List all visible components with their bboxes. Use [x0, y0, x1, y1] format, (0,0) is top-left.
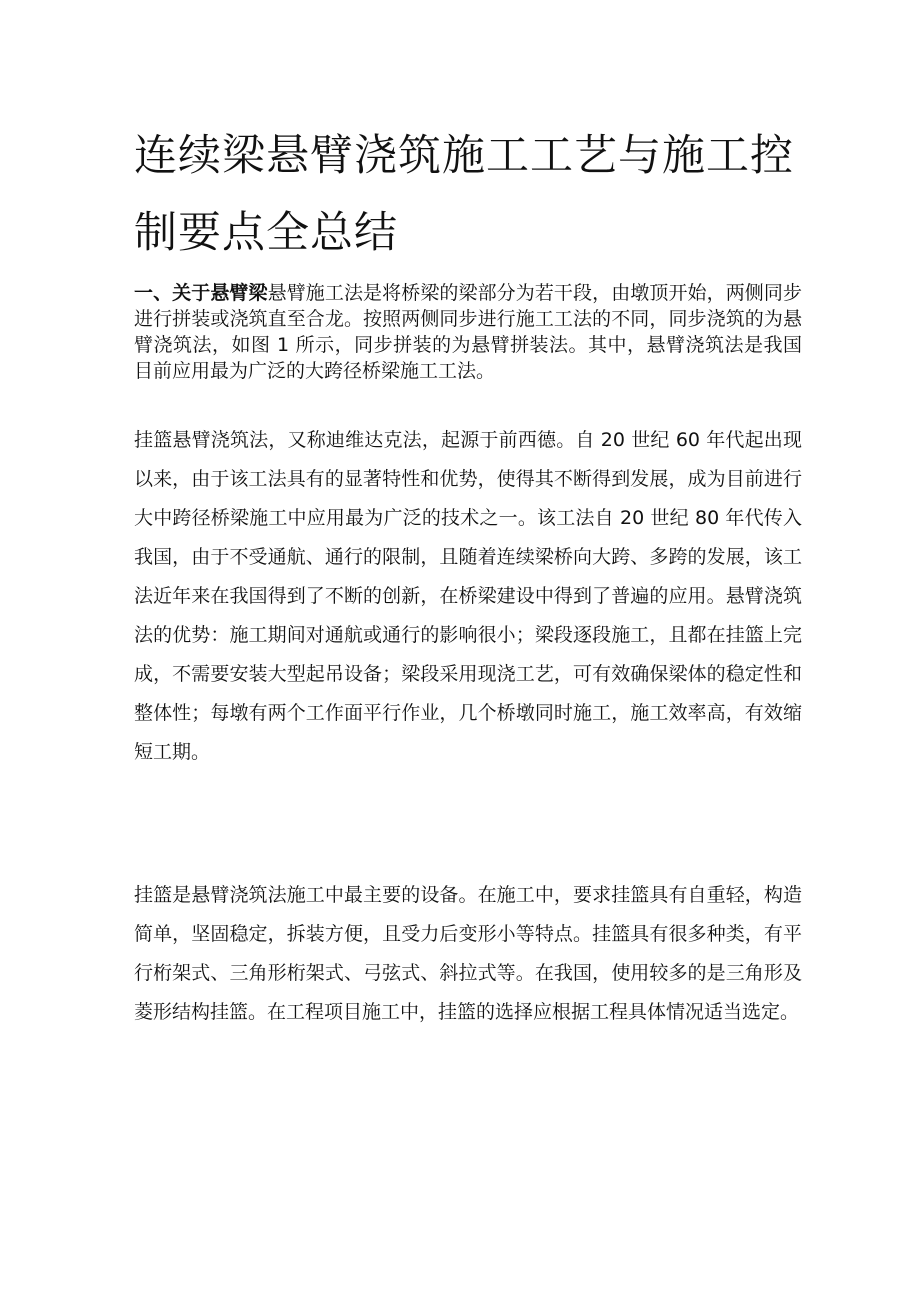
section-1-paragraph [134, 280, 802, 384]
title-line-2: 制要点全总结 [134, 208, 398, 258]
body-paragraph-2: 挂篮悬臂浇筑法，又称迪维达克法，起源于前西德。自 20 世纪 60 年代起出现以来，由于该工法具有的显著特性和优势，使得其不断得到发展，成为目前进行大中跨径桥梁施工中应用最为广泛的技术之一。该工法自 20 世纪 80 年代传入我国，由于不受通航、通行的限制，且随着连续梁桥向大跨、多跨的发展，该工法近年来在我国得到了不断的创新，在桥梁建设中得到了普遍的应用。悬臂浇筑法的优势：施工期间对通航或通行的影响很小；梁段逐段施工，且都在挂篮上完成，不需要安装大型起吊设备；梁段采用现浇工艺，可有效确保梁体的稳定性和整体性；每墩有两个工作面平行作业，几个桥墩同时施工，施工效率高，有效缩短工期。 [134, 429, 802, 763]
document-title [134, 118, 814, 272]
section-1-text: 悬臂施工法是将桥梁的梁部分为若干段，由墩顶开始，两侧同步进行拼装或浇筑直至合龙。按照两侧同步进行施工工法的不同，同步浇筑的为悬臂浇筑法，如图 1 所示，同步拼装的为悬臂拼装法。其中，悬臂浇筑法是我国目前应用最为广泛的大跨径桥梁施工工法。 [134, 282, 802, 382]
body-paragraph-3: 挂篮是悬臂浇筑法施工中最主要的设备。在施工中，要求挂篮具有自重轻，构造简单，坚固稳定，拆装方便，且受力后变形小等特点。挂篮具有很多种类，有平行桁架式、三角形桁架式、弓弦式、斜拉式等。在我国，使用较多的是三角形及菱形结构挂篮。在工程项目施工中，挂篮的选择应根据工程具体情况适当选定。 [134, 884, 802, 1023]
title-line-1: 连续梁悬臂浇筑施工工艺与施工控 [134, 131, 794, 181]
section-1-heading: 一、关于悬臂梁 [134, 282, 268, 304]
